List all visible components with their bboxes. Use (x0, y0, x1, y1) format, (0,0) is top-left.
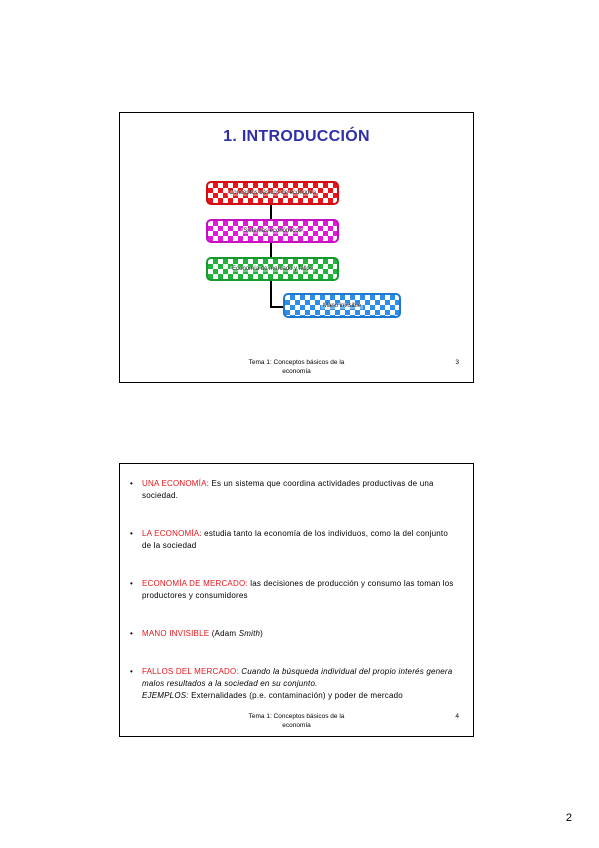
definition: Cuando la búsqueda individual del propio interés genera malos resultados a la sociedad en su conjunto. (142, 667, 453, 688)
definition: Es un sistema que coordina actividades productivas de una sociedad. (142, 479, 434, 500)
diagram-box-label: Sistemas económicos (243, 228, 302, 234)
definition-post: ) (260, 629, 264, 638)
example-label: EJEMPLOS: (142, 691, 189, 700)
author-name: Smith (238, 629, 261, 638)
footer-text: Tema 1: Conceptos básicos de la economía (248, 713, 345, 729)
bullet-marker: • (130, 579, 134, 588)
slide-introduccion (119, 112, 474, 383)
term: LA ECONOMÍA: (142, 529, 202, 538)
bullet-list (130, 478, 457, 702)
diagram-box-label: Conceptos básicos de economía (228, 190, 317, 196)
slide-definiciones (119, 463, 474, 737)
list-item (130, 478, 457, 502)
list-item (130, 628, 457, 640)
page-number: 2 (565, 812, 572, 824)
diagram-box-mano-invisible (283, 293, 401, 318)
definition: estudia tanto la economía de los individuos, como la del conjunto de la sociedad (142, 529, 448, 550)
definition: las decisiones de producción y consumo las toman los productores y consumidores (142, 579, 454, 600)
slide-footer (120, 358, 473, 376)
diagram-box-label: Economía de mercado y fallos (232, 266, 313, 272)
bullet-marker: • (130, 629, 134, 638)
example-text: Externalidades (p.e. contaminación) y poder de mercado (188, 691, 403, 700)
diagram-box-label: Mano invisible (322, 302, 362, 309)
slide-footer (120, 712, 473, 730)
diagram-box-conceptos (206, 181, 339, 205)
definition-pre: (Adam (209, 629, 239, 638)
bullet-marker: • (130, 667, 134, 676)
diagram-box-mercado (206, 257, 339, 281)
term: ECONOMÍA DE MERCADO: (142, 579, 248, 588)
footer-text: Tema 1: Conceptos básicos de la economía (248, 359, 345, 375)
bullet-marker: • (130, 479, 134, 488)
bullet-marker: • (130, 529, 134, 538)
diagram-box-sistemas (206, 219, 339, 243)
connector-line-vertical-lower (270, 281, 272, 307)
slide-number: 4 (455, 713, 459, 720)
list-item (130, 666, 457, 702)
slide-title: 1. INTRODUCCIÓN (223, 128, 370, 145)
term: MANO INVISIBLE (142, 629, 210, 638)
list-item (130, 578, 457, 602)
connector-line-horizontal (270, 306, 284, 308)
term: UNA ECONOMÍA: (142, 479, 210, 488)
term: FALLOS DEL MERCADO: (142, 667, 239, 676)
list-item (130, 528, 457, 552)
slide-number: 3 (455, 359, 459, 366)
